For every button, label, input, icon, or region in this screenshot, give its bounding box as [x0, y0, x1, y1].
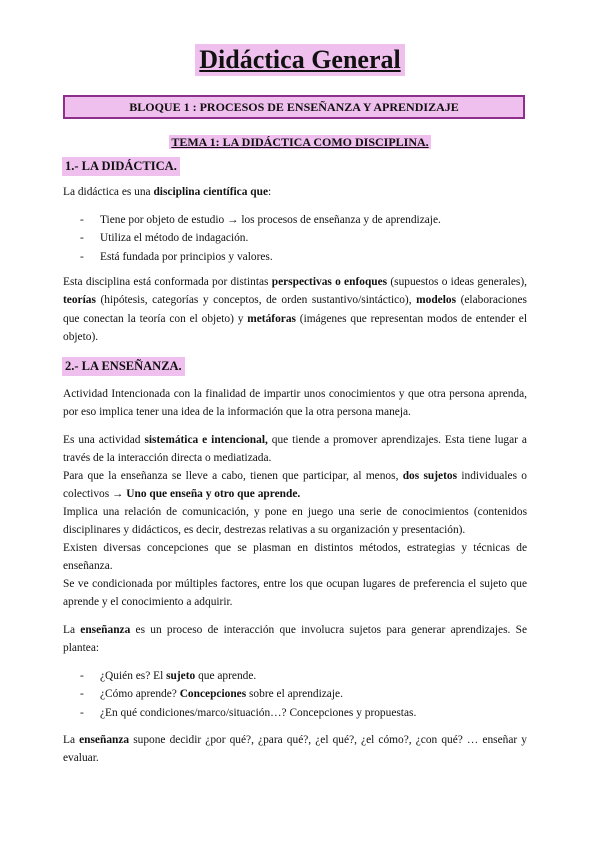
section-1-intro: La didáctica es una disciplina científica que: [63, 186, 272, 198]
section-2-paragraph-8: La enseñanza supone decidir ¿por qué?, ¿para qué?, ¿el qué?, ¿el cómo?, ¿con qué? … enseñar y evaluar. [63, 734, 527, 765]
section-1-paragraph: Esta disciplina está conformada por distintas perspectivas o enfoques (supuestos o ideas generales), teorías (hipótesis, categorías y conceptos, de orden sustantivo/sintáctico), modelos (elaboraciones que conectan la teoría con el objeto) y metáforas (imágenes que representan modos de entender el objeto). [63, 276, 527, 344]
section-2-paragraph-2: Es una actividad sistemática e intencional, que tiende a promover aprendizajes. Esta tiene lugar a través de la interacción directa o mediatizada. [63, 434, 527, 465]
tema-heading: TEMA 1: LA DIDÁCTICA COMO DISCIPLINA. [171, 135, 429, 149]
section-2-bullet-list [80, 667, 416, 722]
list-item: - ¿En qué condiciones/marco/situación…? Concepciones y propuestas. [80, 706, 417, 719]
section-2-heading: 2.- LA ENSEÑANZA. [62, 357, 185, 376]
section-2-paragraph-4: Implica una relación de comunicación, y pone en juego una serie de conocimientos (contenidos disciplinares y didácticos, es decir, destrezas relativas a su organización y presentación). [63, 506, 527, 537]
section-2-paragraph-3: Para que la enseñanza se lleve a cabo, tienen que participar, al menos, dos sujetos individuales o colectivos → Uno que enseña y otro que aprende. [63, 470, 527, 501]
section-1-heading: 1.- LA DIDÁCTICA. [62, 157, 180, 176]
bloque-banner: BLOQUE 1 : PROCESOS DE ENSEÑANZA Y APRENDIZAJE [63, 95, 525, 119]
section-2-paragraph-5: Existen diversas concepciones que se plasman en distintos métodos, estrategias y técnicas de enseñanza. [63, 542, 527, 573]
section-2-paragraph-6: Se ve condicionada por múltiples factores, entre los que ocupan lugares de preferencia el sujeto que aprende y el conocimiento a adquirir. [63, 578, 527, 609]
list-item: - Utiliza el método de indagación. [80, 232, 249, 245]
document-title: Didáctica General [0, 44, 600, 76]
list-item: - Tiene por objeto de estudio → los procesos de enseñanza y de aprendizaje. [80, 214, 441, 226]
list-item: - ¿Quién es? El sujeto que aprende. [80, 670, 257, 682]
section-1-bullet-list [80, 211, 441, 266]
section-2-paragraph-7: La enseñanza es un proceso de interacción que involucra sujetos para generar aprendizajes. Se plantea: [63, 624, 527, 655]
list-item: - Está fundada por principios y valores. [80, 250, 273, 263]
section-2-paragraph-1: Actividad Intencionada con la finalidad de impartir unos conocimientos y que otra persona aprenda, por eso implica tener una idea de la información que la otra persona maneja. [63, 388, 527, 419]
list-item: - ¿Cómo aprende? Concepciones sobre el aprendizaje. [80, 688, 343, 701]
